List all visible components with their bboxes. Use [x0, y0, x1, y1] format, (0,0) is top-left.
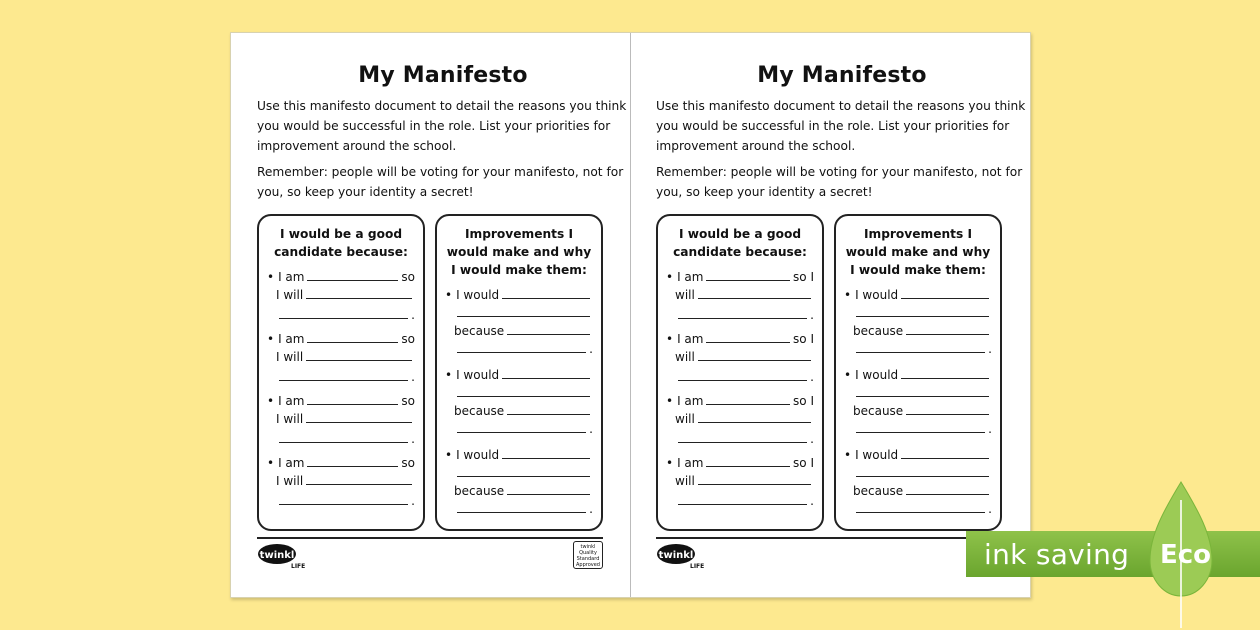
period: .	[810, 432, 814, 446]
bullet: •	[267, 270, 275, 284]
line-i-would[interactable]	[445, 286, 593, 302]
label-i-am: I am	[278, 456, 305, 470]
page-title: My Manifesto	[757, 63, 927, 88]
worksheet-page-left	[257, 33, 629, 597]
label-i-would: I would	[855, 288, 899, 302]
twinkl-logo	[656, 543, 706, 569]
period: .	[589, 502, 593, 516]
line-blank[interactable]	[267, 306, 415, 322]
label-i-will: I will	[276, 474, 304, 488]
label-i-am: I am	[677, 332, 704, 346]
line-blank[interactable]	[844, 304, 992, 320]
page-divider	[630, 33, 631, 597]
label-so-i: so I	[793, 270, 814, 284]
line-because[interactable]	[445, 322, 593, 338]
line-because[interactable]	[844, 402, 992, 418]
bullet: •	[267, 456, 275, 470]
bullet: •	[844, 448, 852, 462]
label-i-am: I am	[278, 394, 305, 408]
line-i-am[interactable]	[267, 392, 415, 408]
line-i-am[interactable]	[267, 454, 415, 470]
line-i-am[interactable]	[666, 330, 814, 346]
eco-label: ink saving	[984, 538, 1130, 571]
label-so: so	[401, 270, 415, 284]
bullet: •	[666, 456, 674, 470]
label-so: so	[401, 456, 415, 470]
label-will: will	[675, 412, 695, 426]
period: .	[988, 502, 992, 516]
period: .	[810, 308, 814, 322]
bullet: •	[666, 394, 674, 408]
line-blank[interactable]	[445, 464, 593, 480]
line-blank[interactable]	[844, 420, 992, 436]
label-i-will: I will	[276, 412, 304, 426]
eco-word: Eco	[1160, 540, 1212, 570]
bullet: •	[445, 448, 453, 462]
line-i-would[interactable]	[844, 286, 992, 302]
label-will: will	[675, 350, 695, 364]
line-blank[interactable]	[844, 464, 992, 480]
line-will[interactable]	[666, 410, 814, 426]
answer-boxes	[257, 214, 629, 531]
line-blank[interactable]	[267, 368, 415, 384]
page-title: My Manifesto	[358, 63, 528, 88]
footer-rule	[656, 537, 1002, 539]
line-blank[interactable]	[666, 430, 814, 446]
label-i-am: I am	[677, 456, 704, 470]
label-because: because	[853, 404, 904, 418]
line-blank[interactable]	[666, 492, 814, 508]
line-because[interactable]	[844, 322, 992, 338]
line-i-will[interactable]	[267, 286, 415, 302]
label-because: because	[454, 404, 505, 418]
logo-text: twinkl	[259, 550, 295, 561]
footer-rule	[257, 537, 603, 539]
twinkl-logo	[257, 543, 307, 569]
label-because: because	[454, 484, 505, 498]
label-so: so	[401, 394, 415, 408]
label-i-will: I will	[276, 350, 304, 364]
line-i-am[interactable]	[267, 268, 415, 284]
period: .	[411, 432, 415, 446]
line-blank[interactable]	[844, 384, 992, 400]
improvements-box-heading: Improvements I would make and why I would make them:	[845, 227, 991, 277]
line-blank[interactable]	[445, 384, 593, 400]
label-i-am: I am	[677, 270, 704, 284]
intro-text	[257, 96, 629, 202]
reminder-paragraph: Remember: people will be voting for your manifesto, not for you, so keep your identity a secret!	[257, 165, 624, 199]
bullet: •	[844, 368, 852, 382]
period: .	[411, 370, 415, 384]
quality-badge: twinkl Quality Standard Approved	[573, 541, 603, 569]
line-i-would[interactable]	[445, 366, 593, 382]
line-blank[interactable]	[666, 368, 814, 384]
worksheet-sheet	[230, 32, 1031, 598]
label-i-would: I would	[855, 448, 899, 462]
bullet: •	[844, 288, 852, 302]
reminder-paragraph: Remember: people will be voting for your manifesto, not for you, so keep your identity a secret!	[656, 165, 1023, 199]
period: .	[589, 342, 593, 356]
line-blank[interactable]	[445, 500, 593, 516]
line-i-would[interactable]	[844, 446, 992, 462]
line-blank[interactable]	[666, 306, 814, 322]
line-will[interactable]	[666, 348, 814, 364]
bullet: •	[445, 288, 453, 302]
logo-sub-text: LIFE	[291, 563, 306, 569]
logo-sub-text: LIFE	[690, 563, 705, 569]
line-i-am[interactable]	[666, 392, 814, 408]
candidate-box-heading: I would be a good candidate because:	[274, 227, 408, 259]
line-because[interactable]	[445, 402, 593, 418]
period: .	[589, 422, 593, 436]
improvements-box	[435, 214, 603, 531]
label-so: so	[401, 332, 415, 346]
line-will[interactable]	[666, 472, 814, 488]
intro-paragraph: Use this manifesto document to detail the reasons you think you would be successful in the role. List your priorities for improvement around the school.	[656, 99, 1026, 153]
bullet: •	[267, 394, 275, 408]
bullet: •	[666, 270, 674, 284]
line-i-am[interactable]	[666, 454, 814, 470]
period: .	[988, 342, 992, 356]
intro-text	[656, 96, 1028, 202]
label-so-i: so I	[793, 394, 814, 408]
label-i-would: I would	[456, 368, 500, 382]
label-will: will	[675, 288, 695, 302]
line-i-am[interactable]	[666, 268, 814, 284]
period: .	[810, 370, 814, 384]
label-i-would: I would	[456, 448, 500, 462]
line-because[interactable]	[445, 482, 593, 498]
line-blank[interactable]	[445, 304, 593, 320]
label-i-am: I am	[278, 270, 305, 284]
line-i-would[interactable]	[445, 446, 593, 462]
eco-ink-saving-badge	[966, 480, 1260, 630]
line-blank[interactable]	[267, 430, 415, 446]
line-i-am[interactable]	[267, 330, 415, 346]
line-i-will[interactable]	[267, 472, 415, 488]
line-i-will[interactable]	[267, 348, 415, 364]
label-so-i: so I	[793, 332, 814, 346]
candidate-box	[257, 214, 425, 531]
label-i-am: I am	[278, 332, 305, 346]
logo-text: twinkl	[658, 550, 694, 561]
label-because: because	[853, 484, 904, 498]
line-blank[interactable]	[844, 340, 992, 356]
period: .	[411, 308, 415, 322]
label-so-i: so I	[793, 456, 814, 470]
intro-paragraph: Use this manifesto document to detail the reasons you think you would be successful in the role. List your priorities for improvement around the school.	[257, 99, 627, 153]
period: .	[988, 422, 992, 436]
label-i-would: I would	[456, 288, 500, 302]
period: .	[411, 494, 415, 508]
label-will: will	[675, 474, 695, 488]
label-i-would: I would	[855, 368, 899, 382]
line-i-will[interactable]	[267, 410, 415, 426]
label-because: because	[454, 324, 505, 338]
line-blank[interactable]	[445, 420, 593, 436]
bullet: •	[445, 368, 453, 382]
label-because: because	[853, 324, 904, 338]
bullet: •	[267, 332, 275, 346]
line-blank[interactable]	[445, 340, 593, 356]
bullet: •	[666, 332, 674, 346]
period: .	[810, 494, 814, 508]
label-i-will: I will	[276, 288, 304, 302]
line-i-would[interactable]	[844, 366, 992, 382]
line-blank[interactable]	[267, 492, 415, 508]
label-i-am: I am	[677, 394, 704, 408]
candidate-box-heading: I would be a good candidate because:	[673, 227, 807, 259]
candidate-box	[656, 214, 824, 531]
line-will[interactable]	[666, 286, 814, 302]
improvements-box-heading: Improvements I would make and why I would make them:	[446, 227, 592, 277]
